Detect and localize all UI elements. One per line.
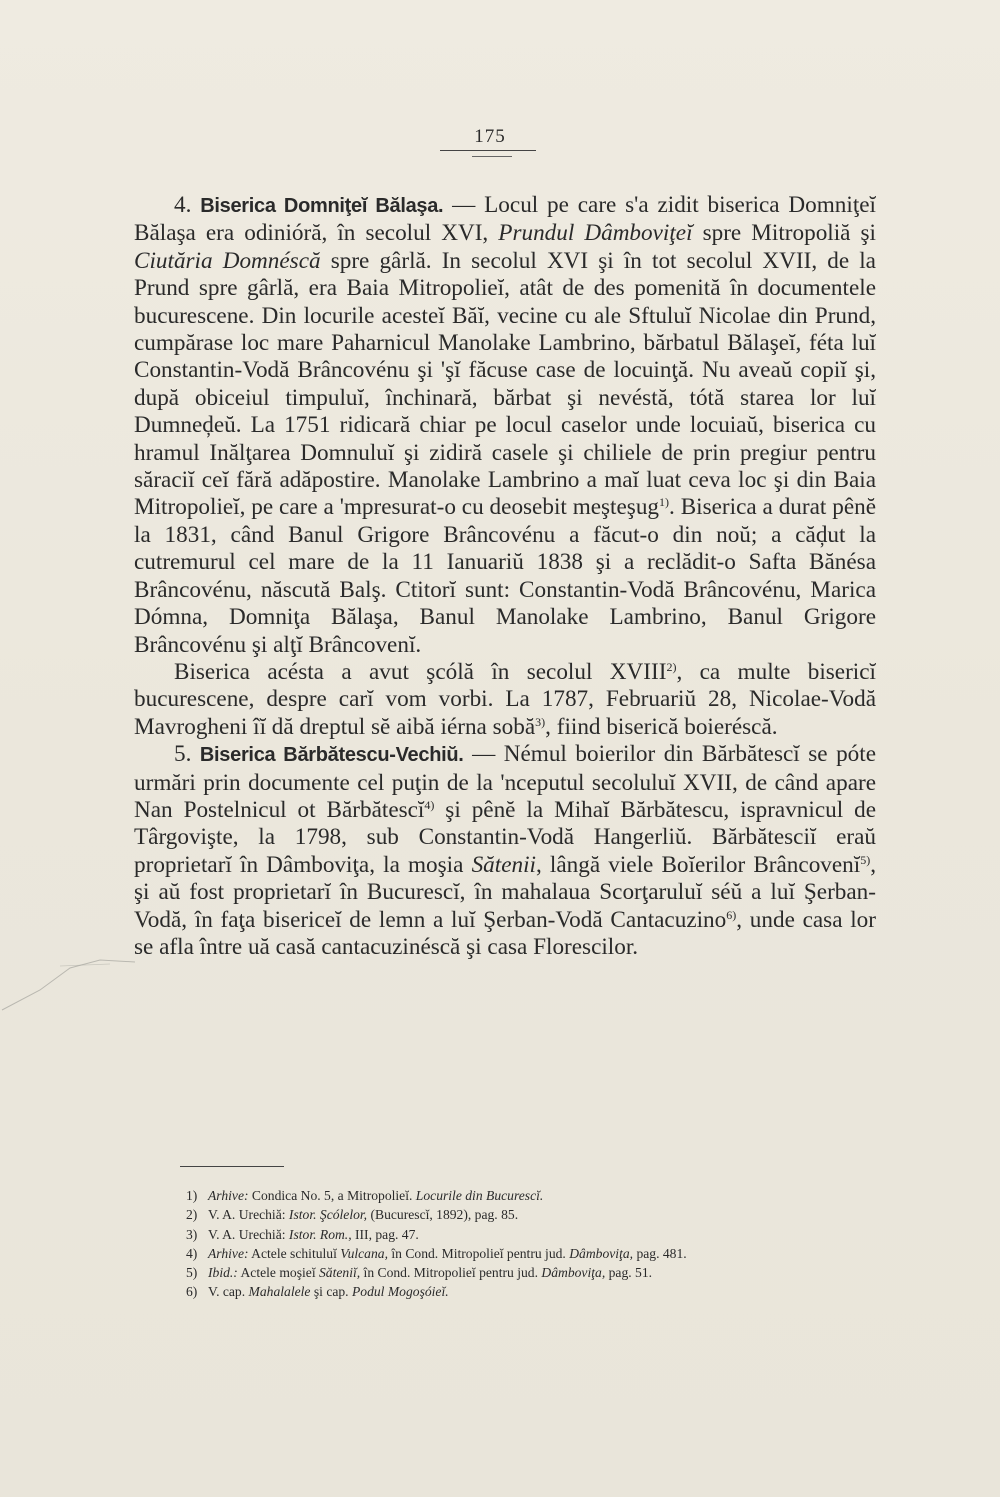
text-segment: şi pênĕ la Mihaĭ Bărbătescu, ispravnicul de Târgovişte, la 1798, sub Constantin-Vodă Hangerliŭ. Bărbătesciĭ eraŭ proprietarĭ în Dâmboviţa, la moşia bbox=[134, 796, 876, 878]
italic-text: Sătenii bbox=[471, 851, 536, 878]
footnote-text: V. cap. bbox=[208, 1284, 249, 1300]
footnote bbox=[186, 1282, 866, 1301]
footnote-italic-text: Istor. Şcólelor, bbox=[288, 1207, 368, 1223]
footnote-text: şi cap. bbox=[310, 1284, 352, 1300]
footnote bbox=[186, 1225, 866, 1244]
text-segment: — Locul pe care s'a zidit biserica Domniţeĭ Bălaşa era odinióră, în secolul XVI, bbox=[134, 192, 877, 247]
footnote-reference: 6) bbox=[726, 907, 737, 922]
footnote-italic-text: Săteniĭ, bbox=[319, 1265, 361, 1281]
footnote-separator bbox=[180, 1166, 284, 1167]
footnote-italic-text: Dâmboviţa, bbox=[541, 1265, 606, 1281]
footnote bbox=[186, 1244, 866, 1263]
text-segment: , fiind biserică boieréscă. bbox=[545, 713, 778, 740]
footnote-reference: 5) bbox=[860, 852, 871, 867]
italic-text: Ciutăria Domnéscă bbox=[134, 247, 321, 274]
paragraph-p4b bbox=[134, 659, 876, 741]
footnote-number: 4) bbox=[186, 1245, 198, 1261]
footnote-reference: 4) bbox=[424, 797, 435, 812]
page-number-rule bbox=[440, 150, 536, 151]
footnote-text: în Cond. Mitropolieĭ pentru jud. bbox=[387, 1245, 570, 1261]
footnote-italic-text: Mahalalele bbox=[248, 1284, 311, 1300]
footnote-text: Actele moşieĭ bbox=[237, 1265, 319, 1281]
footnote-reference: 2) bbox=[666, 659, 677, 674]
footnote-italic-text: Dâmboviţa, bbox=[569, 1245, 634, 1261]
footnote-text: Condica No. 5, a Mitropolieĭ. bbox=[248, 1188, 416, 1203]
text-segment: . Biserica a durat pênĕ la 1831, când Banul Grigore Brâncovénu a făcut-o din noŭ; a căḑut la cutremurul cel mare de la 11 Ianuariŭ 1838 şi a reclădit-o Safta Bănésa Brâncovénu, născută Balş. Ctitorĭ sunt: Constantin-Vodă Brâncovénu, Marica Dómna, Domniţa Bălaşa, Banul Manolake Lambrino, Banul Grigore Brâncovénu şi alţĭ Brâncovenĭ. bbox=[134, 494, 877, 658]
paragraph-p4 bbox=[134, 192, 876, 659]
footnote-text: V. A. Urechiă: bbox=[208, 1226, 289, 1242]
footnote-text: pag. 51. bbox=[605, 1265, 653, 1281]
section-number: 4. bbox=[174, 192, 201, 218]
page-number-underline bbox=[472, 156, 512, 157]
footnote-italic-text: Podul Mogoşóieĭ. bbox=[351, 1284, 449, 1300]
footnote-text: Actele schituluĭ bbox=[248, 1245, 341, 1261]
text-segment: , ca multe bisericĭ bucurescene, despre carĭ vom vorbi. La 1787, Februariŭ 28, Nicolae-Vodă Mavrogheni îĭ dă dreptul sĕ aibă iérna sobă bbox=[134, 658, 876, 740]
footnote-text: (Bucurescĭ, 1892), pag. 85. bbox=[367, 1207, 519, 1223]
footnote-italic-text: Arhive: bbox=[208, 1245, 249, 1261]
footnote-number: 2) bbox=[186, 1207, 198, 1223]
footnote-italic-text: Istor. Rom., bbox=[288, 1226, 352, 1242]
text-segment: , unde casa lor se afla între uă casă cantacuzinéscă şi casa Florescilor. bbox=[134, 906, 876, 960]
section-heading: Biserica Bărbătescu-Vechiŭ. bbox=[199, 744, 464, 767]
footnote-italic-text: Arhive: bbox=[208, 1188, 249, 1203]
paragraph-p5 bbox=[134, 741, 876, 961]
text-segment: Biserica acésta a avut şcólă în secolul XVIII bbox=[174, 658, 667, 685]
section-heading: Biserica Domniţeĭ Bălaşa. bbox=[200, 195, 444, 217]
text-segment: , şi aŭ fost proprietarĭ în Bucurescĭ, în mahalaua Scorţaruluĭ séŭ a luĭ Şerban-Vodă, în faţa bisericeĭ de lemn a luĭ Şerban-Vodă Cantacuzino bbox=[134, 851, 877, 933]
text-segment: , lângă viele Boĭerilor Brâncovenĭ bbox=[535, 851, 861, 878]
text-segment: — Némul boierilor din Bărbătescĭ se póte urmări prin documente cel puţin de la 'nceputul secoluluĭ XVII, de când apare Nan Postelnicul ot Bărbătescĭ bbox=[134, 741, 876, 823]
italic-text: Prundul Dâmboviţeĭ bbox=[498, 220, 693, 247]
footnote bbox=[186, 1263, 866, 1282]
text-segment: spre Mitropoliă şi bbox=[692, 220, 876, 247]
footnote-reference: 1) bbox=[659, 495, 670, 510]
page-number: 175 bbox=[474, 126, 506, 147]
section-number: 5. bbox=[174, 741, 200, 768]
footnote-italic-text: Vulcana, bbox=[340, 1245, 388, 1261]
footnote-number: 1) bbox=[186, 1188, 198, 1203]
footnote-number: 3) bbox=[186, 1226, 198, 1242]
body-text bbox=[134, 192, 876, 961]
footnote-number: 5) bbox=[186, 1265, 198, 1281]
footnote-text: III, pag. 47. bbox=[351, 1226, 419, 1242]
pencil-mark-icon bbox=[0, 940, 140, 1020]
text-segment: spre gârlă. In secolul XVI şi în tot secolul XVII, de la Prund spre gârlă, era Baia Mitropolieĭ, atât de des pomenită în documentele bucurescene. Din locurile acesteĭ Băĭ, vecine cu ale Sftuluĭ Nicolae din Prund, cumpărase loc mare Paharnicul Manolake Lambrino, bărbatul Bălaşeĭ, féta luĭ Constantin-Vodă Brâncovénu şi 'şĭ făcuse case de locuinţă. Nu aveaŭ copiĭ şi, după obiceiul timpuluĭ, închinară, bărbat şi nevéstă, tótă starea lor luĭ Dumneḑeŭ. La 1751 ridicară chiar pe locul caselor unde locuiaŭ, biserica cu hramul Inălţarea Domnuluĭ şi zidiră casele şi chiliele de prin pregiur pentru săraciĭ ceĭ fără adăpostire. Manolake Lambrino a maĭ luat ceva loc şi din Baia Mitropolieĭ, pe care a 'mpresurat-o cu deosebit meşteşug bbox=[134, 247, 876, 521]
footnote bbox=[186, 1186, 866, 1205]
footnote-text: V. A. Urechiă: bbox=[208, 1207, 289, 1223]
footnote-italic-text: Locurile din Bucurescĭ. bbox=[415, 1188, 544, 1203]
footnote-number: 6) bbox=[186, 1284, 198, 1300]
footnotes bbox=[186, 1186, 866, 1302]
footnote-italic-text: Ibid.: bbox=[208, 1265, 238, 1281]
footnote bbox=[186, 1205, 866, 1224]
footnote-text: în Cond. Mitropolieĭ pentru jud. bbox=[360, 1265, 542, 1281]
footnote-reference: 3) bbox=[535, 714, 546, 729]
footnote-text: pag. 481. bbox=[633, 1245, 687, 1261]
